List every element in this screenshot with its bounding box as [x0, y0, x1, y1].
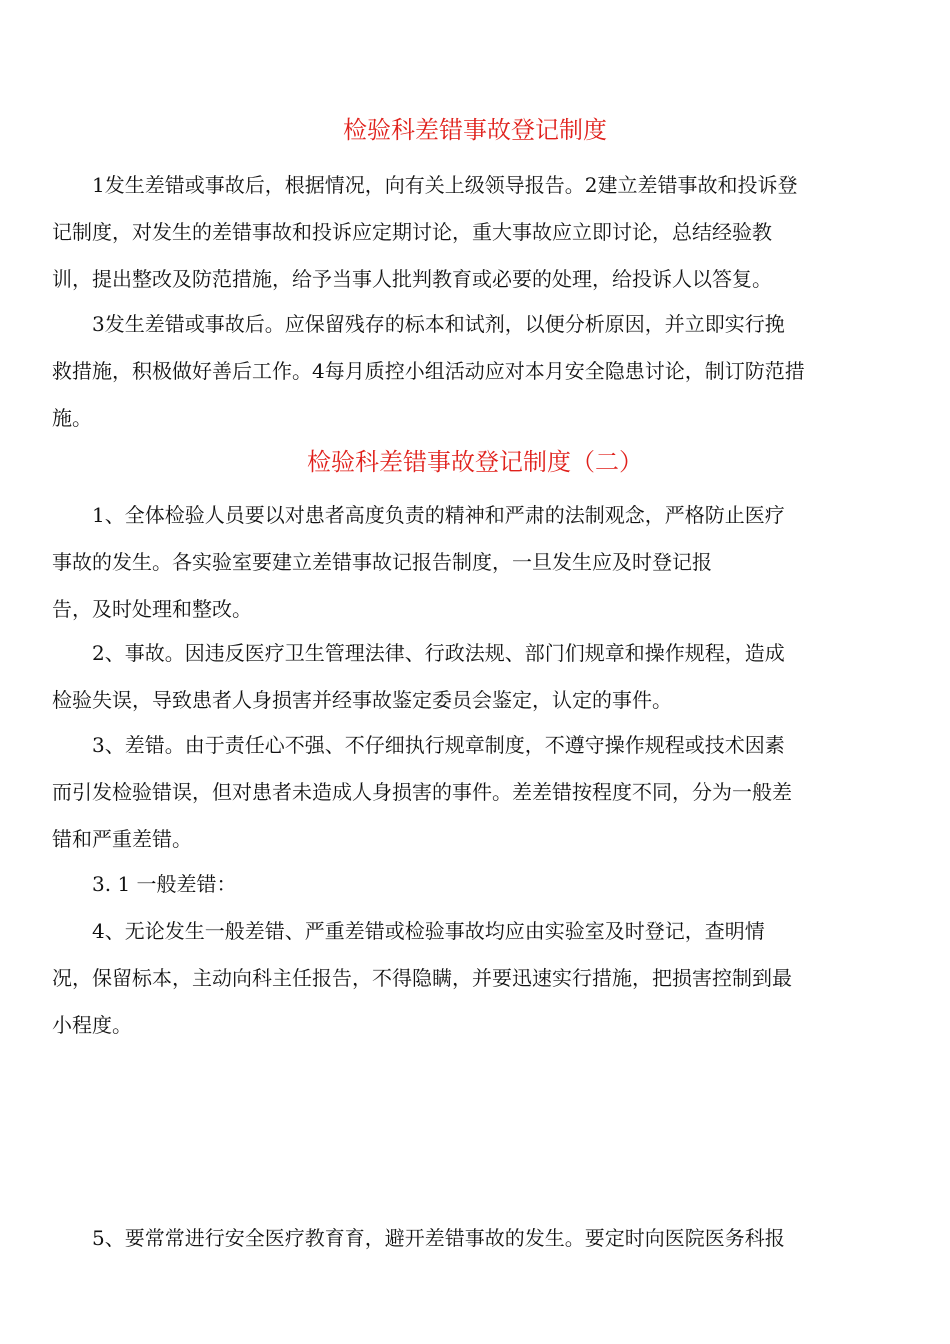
paragraph-line: 1发生差错或事故后，根据情况，向有关上级领导报告。2建立差错事故和投诉登	[92, 173, 798, 197]
paragraph-line: 检验失误，导致患者人身损害并经事故鉴定委员会鉴定，认定的事件。	[52, 688, 672, 712]
paragraph-line: 2、事故。因违反医疗卫生管理法律、行政法规、部门们规章和操作规程，造成	[92, 641, 785, 665]
paragraph-line: 3. 1 一般差错：	[92, 872, 237, 896]
section2-paragraph-1	[52, 492, 898, 633]
section2-paragraph-3	[52, 722, 898, 863]
section2-paragraph-4	[52, 861, 898, 908]
paragraph-line: 而引发检验错误，但对患者未造成人身损害的事件。差差错按程度不同，分为一般差	[52, 780, 792, 804]
section1-paragraph-2	[52, 301, 898, 442]
paragraph-line: 况，保留标本，主动向科主任报告，不得隐瞒，并要迅速实行措施，把损害控制到最	[52, 966, 792, 990]
section2-paragraph-6	[52, 1215, 898, 1262]
paragraph-line: 小程度。	[52, 1013, 132, 1037]
paragraph-line: 告，及时处理和整改。	[52, 597, 252, 621]
paragraph-line: 施。	[52, 406, 92, 430]
paragraph-line: 训，提出整改及防范措施，给予当事人批判教育或必要的处理，给投诉人以答复。	[52, 267, 772, 291]
section2-title: 检验科差错事故登记制度（二）	[307, 448, 643, 476]
section2-paragraph-2	[52, 630, 898, 724]
paragraph-line: 1、全体检验人员要以对患者高度负责的精神和严肃的法制观念，严格防止医疗	[92, 503, 785, 527]
paragraph-line: 事故的发生。各实验室要建立差错事故记报告制度，一旦发生应及时登记报	[52, 550, 712, 574]
paragraph-line: 4、无论发生一般差错、严重差错或检验事故均应由实验室及时登记，查明情	[92, 919, 765, 943]
section1-paragraph-1	[52, 162, 898, 303]
paragraph-line: 错和严重差错。	[52, 827, 192, 851]
section2-paragraph-5	[52, 908, 898, 1049]
paragraph-line: 救措施，积极做好善后工作。4每月质控小组活动应对本月安全隐患讨论，制订防范措	[52, 359, 805, 383]
paragraph-line: 3、差错。由于责任心不强、不仔细执行规章制度，不遵守操作规程或技术因素	[92, 733, 785, 757]
section1-title: 检验科差错事故登记制度	[343, 116, 607, 144]
paragraph-line: 记制度，对发生的差错事故和投诉应定期讨论，重大事故应立即讨论，总结经验教	[52, 220, 772, 244]
paragraph-line: 3发生差错或事故后。应保留残存的标本和试剂，以便分析原因，并立即实行挽	[92, 312, 785, 336]
paragraph-line: 5、要常常进行安全医疗教育育，避开差错事故的发生。要定时向医院医务科报	[92, 1226, 785, 1250]
